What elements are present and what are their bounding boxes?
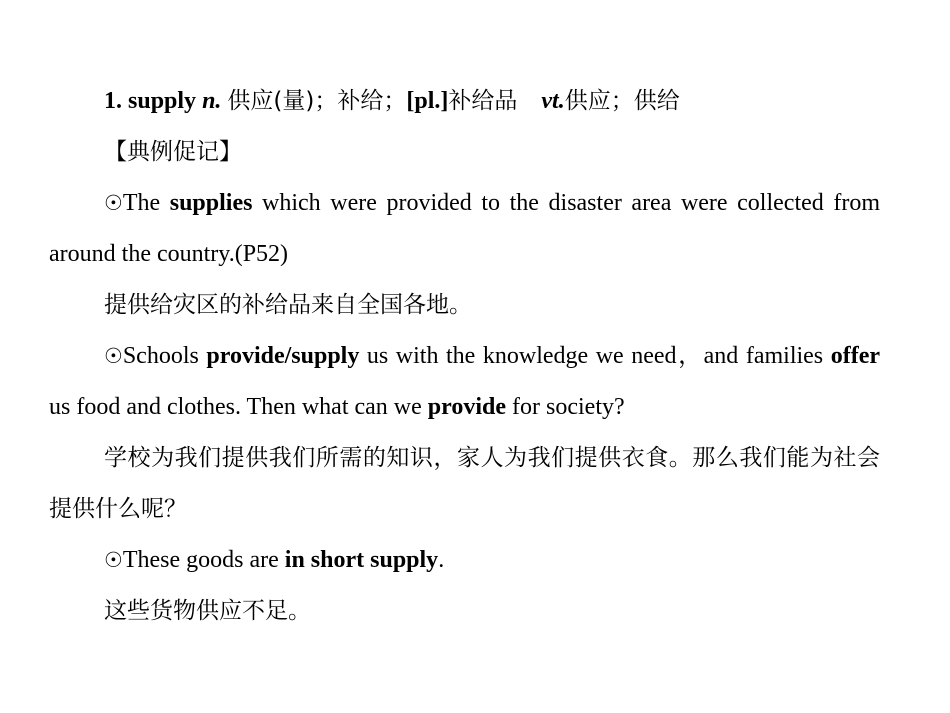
entry-meaning-noun: 供应(量)；补给； xyxy=(227,88,407,114)
highlight-in-short-supply: in short supply xyxy=(284,547,439,573)
highlight-provide: provide xyxy=(427,394,507,420)
bullet-icon: ☉ xyxy=(104,344,123,368)
example-1-chinese: 提供给灾区的补给品来自全国各地。 xyxy=(104,292,472,318)
example-1-english: ☉The supplies which were provided to the disaster area were collected from around the country.(P52) xyxy=(49,190,881,267)
entry-pos-noun: n. xyxy=(202,88,222,114)
entry-plural-tag: [pl.] xyxy=(406,88,449,114)
section-heading: 【典例促记】 xyxy=(104,139,242,165)
example-2-chinese: 学校为我们提供我们所需的知识，家人为我们提供衣食。那么我们能为社会提供什么呢？ xyxy=(49,445,880,522)
example-3-english: ☉These goods are in short supply. xyxy=(104,547,445,573)
bullet-icon: ☉ xyxy=(104,191,123,215)
highlight-supplies: supplies xyxy=(169,190,253,216)
example-3-chinese: 这些货物供应不足。 xyxy=(104,598,311,624)
highlight-provide-supply: provide/supply xyxy=(206,343,360,369)
vocabulary-page xyxy=(49,76,880,637)
highlight-offer: offer xyxy=(830,343,880,369)
entry-meaning-verb: 供应；供给 xyxy=(564,88,680,114)
entry-pos-verb: vt. xyxy=(541,88,565,114)
entry-meaning-plural: 补给品 xyxy=(448,88,518,114)
entry-number: 1. xyxy=(104,88,122,114)
entry-word: supply xyxy=(128,88,197,114)
example-2-english: ☉Schools provide/supply us with the knowledge we need，and families offer us food and clothes. Then what can we provide for society? xyxy=(49,343,880,420)
entry-line xyxy=(49,76,880,127)
bullet-icon: ☉ xyxy=(104,548,123,572)
